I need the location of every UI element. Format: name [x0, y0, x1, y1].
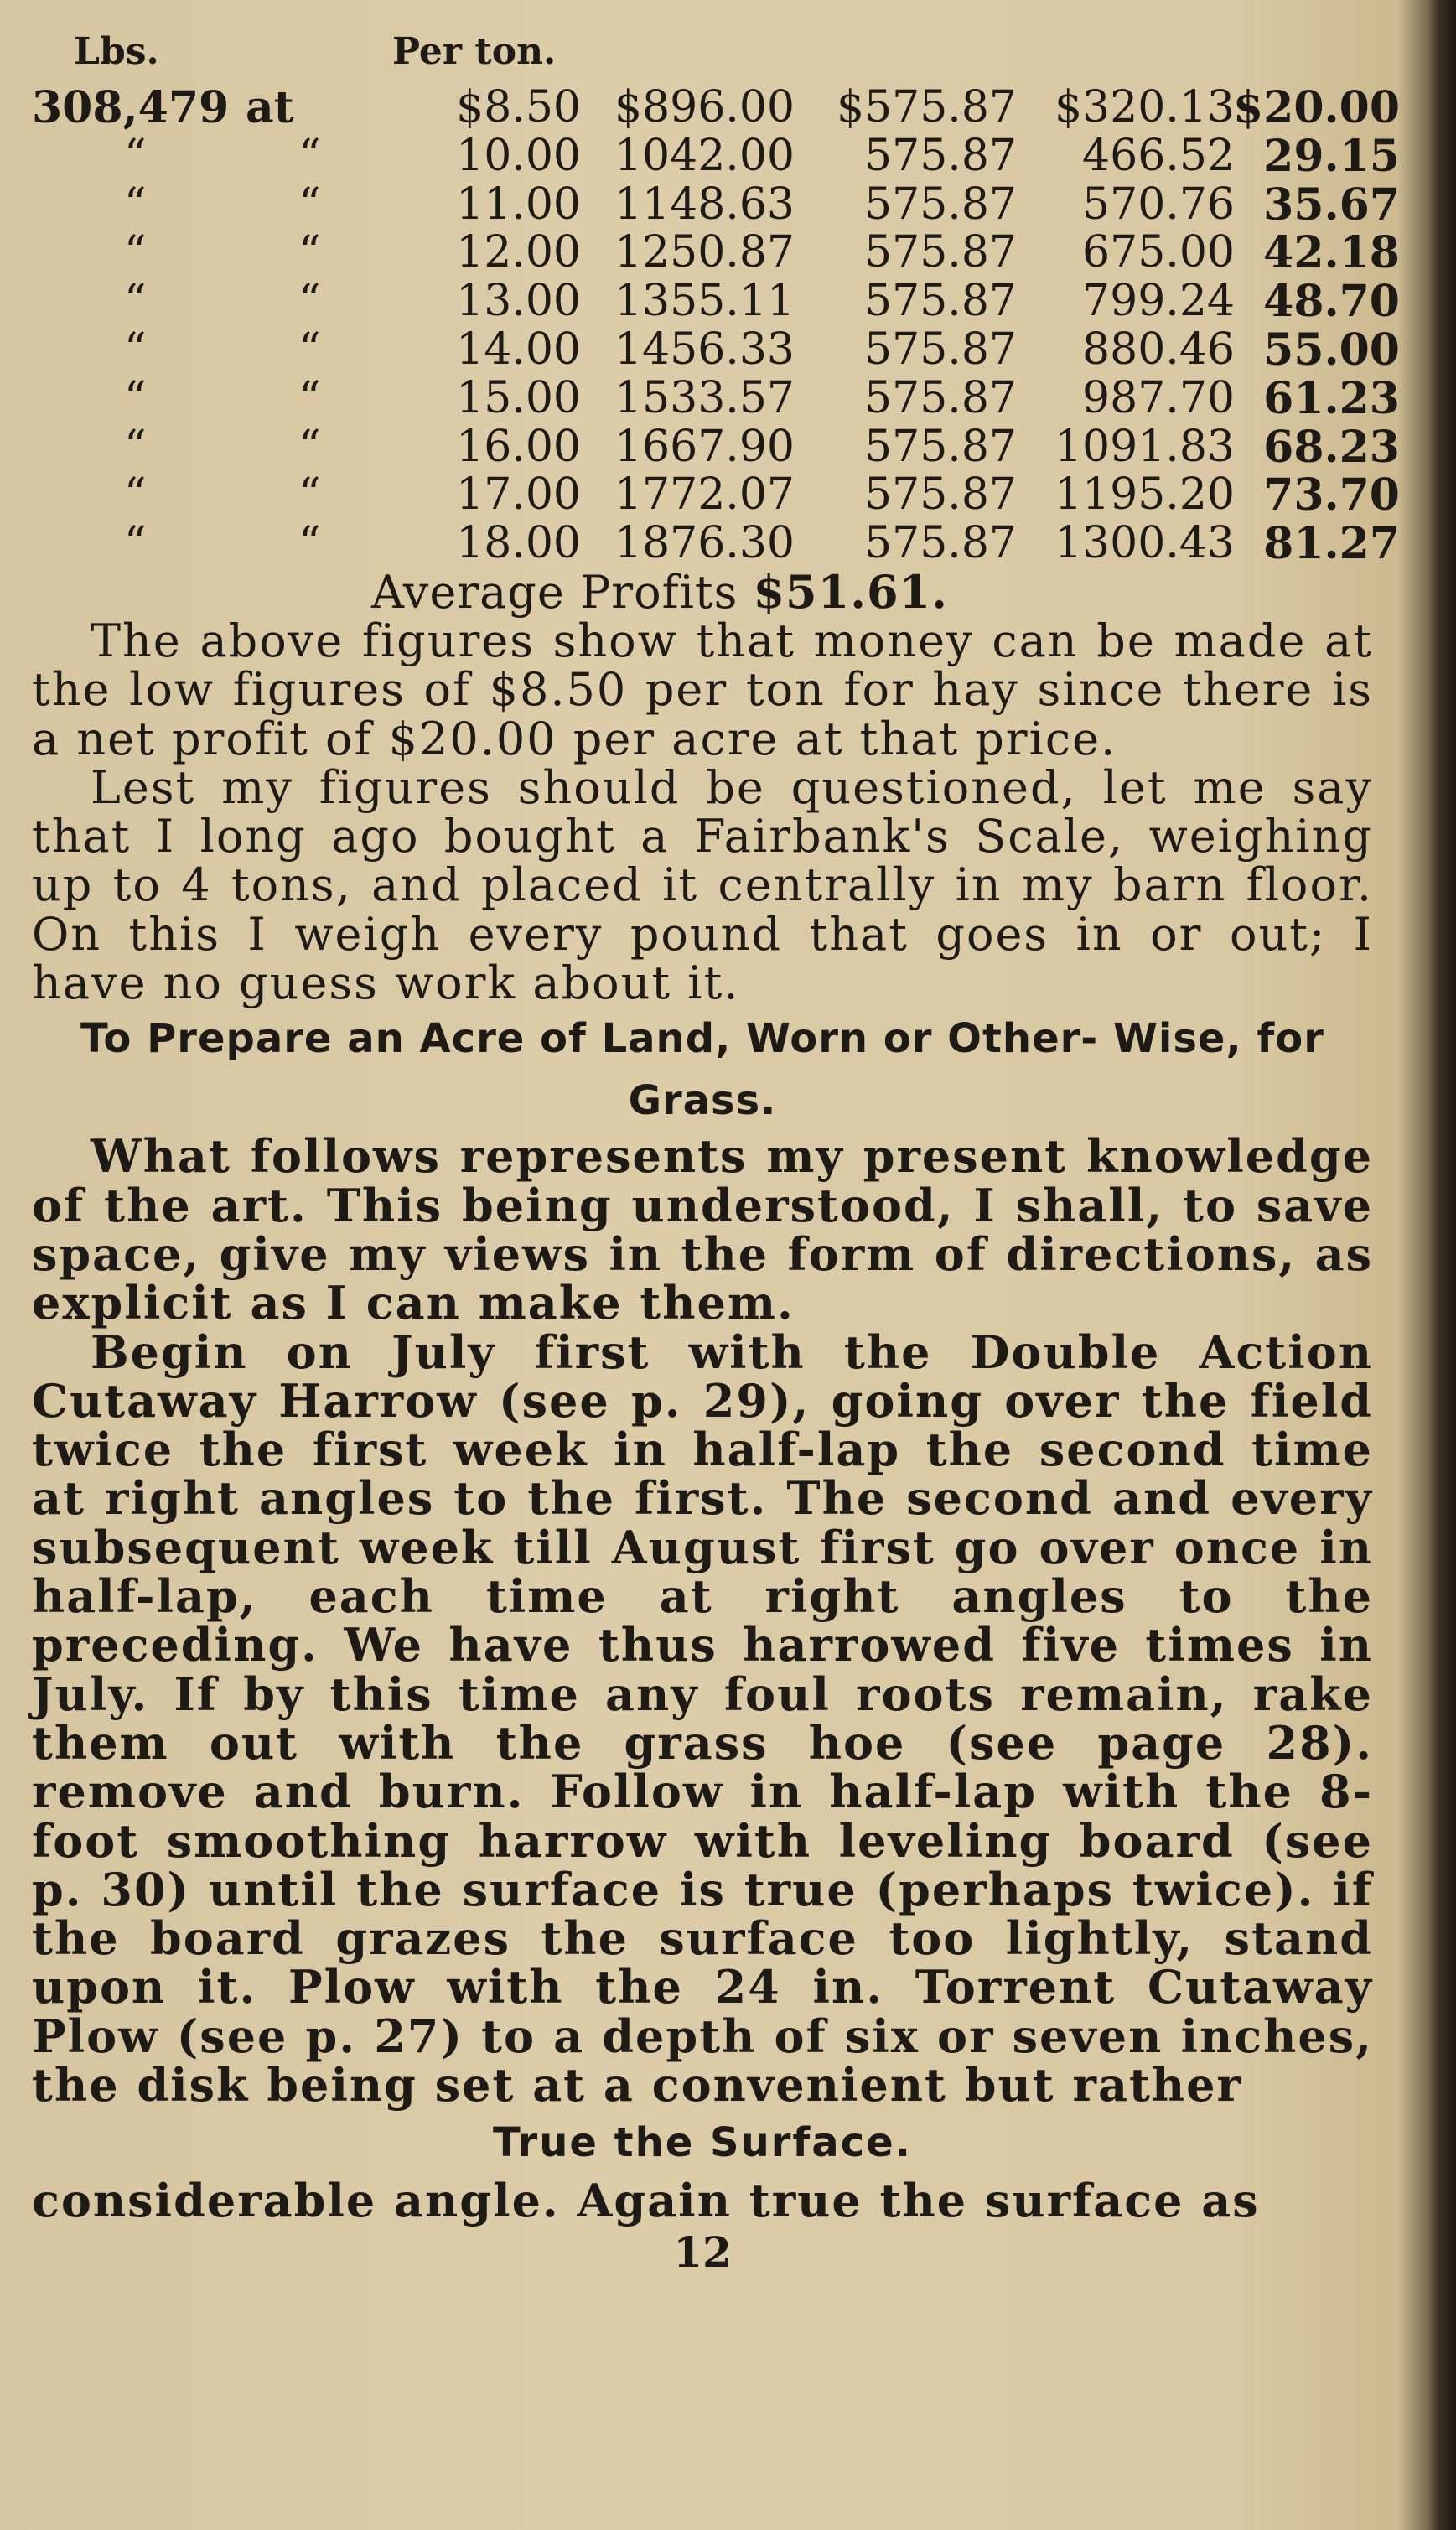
cell-value: 1533.57: [614, 372, 795, 423]
cell-rate: 15.00: [456, 372, 581, 423]
table-row: [32, 372, 1400, 424]
cell-per-acre: 81.27: [1263, 518, 1400, 570]
table-row: [32, 324, 1400, 376]
cell-ditto: “: [298, 276, 321, 327]
cell-cost: 575.87: [864, 130, 1017, 181]
cell-ditto: “: [124, 518, 147, 569]
cell-profit: 987.70: [1082, 372, 1235, 423]
cell-cost: 575.87: [864, 372, 1017, 423]
paragraph-5-text: considerable angle. Again true the surface as: [32, 2174, 1260, 2228]
cell-value: 1772.07: [614, 469, 795, 521]
cell-per-acre: 61.23: [1263, 372, 1400, 424]
cell-ditto: “: [124, 179, 147, 230]
cell-lbs: 308,479: [32, 82, 230, 133]
page-edge: [1428, 0, 1456, 2530]
cell-ditto: “: [298, 324, 321, 375]
cell-cost: 575.87: [864, 421, 1017, 472]
cell-ditto: “: [298, 469, 321, 521]
cell-cost: 575.87: [864, 518, 1017, 569]
table-row: [32, 469, 1400, 521]
cell-ditto: “: [124, 421, 147, 472]
average-profits: [32, 564, 1373, 619]
cell-per-acre: 55.00: [1263, 324, 1400, 376]
page-number: 12: [673, 2227, 732, 2277]
paragraph-3: [32, 1129, 1373, 1330]
table-row: [32, 421, 1400, 473]
cell-rate: 13.00: [456, 276, 581, 327]
sub-heading: True the Surface.: [493, 2119, 912, 2167]
cell-per-acre: 42.18: [1263, 227, 1400, 279]
cell-ditto: “: [298, 130, 321, 181]
cell-cost: 575.87: [864, 324, 1017, 375]
cell-profit: 1195.20: [1054, 469, 1235, 521]
cell-value: $896.00: [614, 82, 795, 132]
cell-value: 1667.90: [614, 421, 795, 472]
cell-profit: 1091.83: [1054, 421, 1235, 472]
table-row: [32, 82, 1400, 133]
paragraph-1-text: The above figures show that money can be made at the low figures of $8.50 per ton for hay since there is a net profit of $20.00 per acre at that price.: [32, 614, 1373, 765]
cell-ditto: “: [298, 518, 321, 569]
profit-table: [32, 82, 1400, 570]
cell-per-acre: $20.00: [1232, 82, 1400, 133]
table-row: [32, 276, 1400, 328]
cell-ditto: “: [124, 227, 147, 278]
paragraph-1: [32, 614, 1373, 765]
cell-profit: $320.13: [1054, 82, 1235, 132]
cell-at: at: [246, 82, 294, 133]
section-heading: To Prepare an Acre of Land, Worn or Other- Wise, for Grass.: [80, 1015, 1324, 1125]
cell-per-acre: 68.23: [1263, 421, 1400, 473]
cell-ditto: “: [124, 130, 147, 181]
cell-profit: 466.52: [1082, 130, 1235, 181]
cell-value: 1456.33: [614, 324, 795, 375]
table-header: [32, 30, 1373, 82]
paragraph-2-text: Lest my figures should be questioned, let me say that I long ago bought a Fairbank's Scale, weighing up to 4 tons, and placed it centrally in my barn floor. On this I weigh every pound that goes in or out; I have no guess work about it.: [32, 760, 1373, 1010]
cell-per-acre: 29.15: [1263, 130, 1400, 182]
cell-per-acre: 35.67: [1263, 179, 1400, 231]
header-per-ton: Per ton.: [392, 30, 557, 73]
cell-per-acre: 48.70: [1263, 276, 1400, 328]
cell-rate: 11.00: [456, 179, 581, 230]
page-content: [32, 30, 1400, 2279]
cell-ditto: “: [124, 276, 147, 327]
cell-rate: 14.00: [456, 324, 581, 375]
cell-value: 1148.63: [614, 179, 795, 230]
cell-profit: 570.76: [1082, 179, 1235, 230]
paragraph-4-text: Begin on July first with the Double Action Cutaway Harrow (see p. 29), going over the field twice the first week in half-lap the second time at right angles to the first. The second and every subsequent week till August first go over once in half-lap, each time at right angles to the preceding. We have thus harrowed five times in July. If by this time any foul roots remain, rake them out with the grass hoe (see page 28). remove and burn. Follow in half-lap with the 8-foot smoothing harrow with leveling board (see p. 30) until the surface is true (perhaps twice). if the board grazes the surface too lightly, stand upon it. Plow with the 24 in. Torrent Cutaway Plow (see p. 27) to a depth of six or seven inches, the disk being set at a convenient but rather: [32, 1325, 1373, 2112]
table-row: [32, 227, 1400, 279]
cell-rate: 12.00: [456, 227, 581, 278]
cell-profit: 799.24: [1082, 276, 1235, 327]
table-row: [32, 130, 1400, 182]
cell-profit: 1300.43: [1054, 518, 1235, 569]
cell-ditto: “: [298, 179, 321, 230]
cell-ditto: “: [124, 324, 147, 375]
cell-ditto: “: [298, 372, 321, 423]
cell-value: 1042.00: [614, 130, 795, 181]
table-row: [32, 179, 1400, 231]
cell-value: 1355.11: [614, 276, 795, 327]
cell-rate: 17.00: [456, 469, 581, 521]
cell-ditto: “: [124, 469, 147, 521]
cell-cost: 575.87: [864, 469, 1017, 521]
paragraph-4: [32, 1325, 1373, 2112]
cell-per-acre: 73.70: [1263, 469, 1400, 521]
cell-profit: 880.46: [1082, 324, 1235, 375]
cell-cost: 575.87: [864, 179, 1017, 230]
cell-rate: 18.00: [456, 518, 581, 569]
header-lbs: Lbs.: [74, 30, 159, 73]
cell-rate: 10.00: [456, 130, 581, 181]
paragraph-2: [32, 760, 1373, 1010]
cell-value: 1250.87: [614, 227, 795, 278]
cell-ditto: “: [124, 372, 147, 423]
paragraph-3-text: What follows represents my present knowledge of the art. This being understood, I shall, to save space, give my views in the form of directions, as explicit as I can make them.: [32, 1129, 1373, 1330]
cell-ditto: “: [298, 421, 321, 472]
cell-ditto: “: [298, 227, 321, 278]
table-row: [32, 518, 1400, 570]
cell-cost: 575.87: [864, 227, 1017, 278]
cell-profit: 675.00: [1082, 227, 1235, 278]
average-value: $51.61.: [753, 564, 948, 619]
cell-rate: 16.00: [456, 421, 581, 472]
cell-cost: $575.87: [836, 82, 1017, 132]
average-label: Average Profits: [371, 565, 738, 619]
cell-rate: $8.50: [456, 82, 581, 132]
cell-value: 1876.30: [614, 518, 795, 569]
paragraph-5: [32, 2174, 1373, 2228]
cell-cost: 575.87: [864, 276, 1017, 327]
